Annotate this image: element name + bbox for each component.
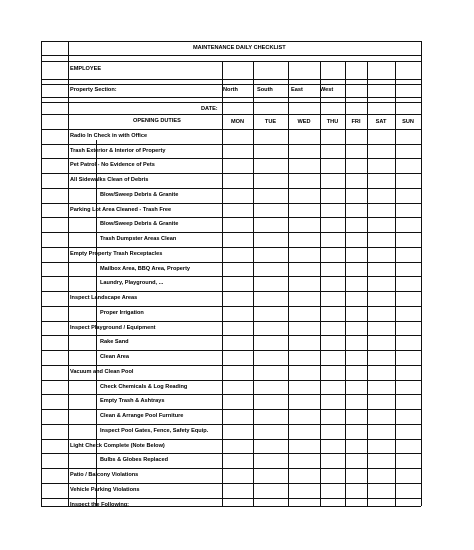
opening-duties-header: OPENING DUTIES <box>133 118 181 124</box>
duty-row-line <box>41 483 421 484</box>
day-column-line <box>367 114 368 506</box>
indent-column-edge <box>96 140 97 506</box>
frame-left-edge <box>41 41 42 506</box>
header-row-line <box>41 84 421 85</box>
day-column-line <box>222 114 223 506</box>
day-column-line <box>395 114 396 506</box>
day-header-thu: THU <box>326 119 339 125</box>
row-number-column-edge <box>68 41 69 506</box>
duty-item: Clean Area <box>100 354 130 360</box>
duty-row-line <box>41 498 421 499</box>
north-label: North <box>223 87 238 93</box>
duty-row-line <box>41 247 421 248</box>
day-column-line <box>253 114 254 506</box>
duty-item: Parking Lot Area Cleaned - Trash Free <box>70 207 172 213</box>
duty-row-line <box>41 173 421 174</box>
duty-row-line <box>41 276 421 277</box>
east-label: East <box>291 87 303 93</box>
employee-label: EMPLOYEE <box>70 66 102 72</box>
duty-item: Proper Irrigation <box>100 310 144 316</box>
day-header-mon: MON <box>230 119 245 125</box>
duty-row-line <box>41 321 421 322</box>
day-header-sat: SAT <box>375 119 387 125</box>
day-column-line <box>288 114 289 506</box>
west-label: West <box>320 87 334 93</box>
duty-row-line <box>41 424 421 425</box>
duty-item: Blow/Sweep Debris & Granite <box>100 192 179 198</box>
duty-item: Empty Property Trash Receptacles <box>70 251 163 257</box>
header-row-line <box>41 97 421 98</box>
duty-row-line <box>41 306 421 307</box>
duty-item: Light Check Complete (Note Below) <box>70 443 165 449</box>
header-column-line <box>345 61 346 114</box>
header-column-line <box>395 61 396 114</box>
duty-row-line <box>41 365 421 366</box>
header-column-line <box>367 61 368 114</box>
duty-item: Bulbs & Globes Replaced <box>100 457 169 463</box>
duty-item: Pet Patrol - No Evidence of Pets <box>70 162 155 168</box>
header-column-line <box>288 61 289 114</box>
duty-row-line <box>41 394 421 395</box>
duty-row-line <box>41 380 421 381</box>
duty-item: Trash Exterior & Interior of Property <box>70 148 166 154</box>
duty-item: Laundry, Playground, ... <box>100 280 164 286</box>
day-column-line <box>320 114 321 506</box>
duty-item: Inspect Playground / Equipment <box>70 325 156 331</box>
header-row-line <box>41 102 421 103</box>
header-row-line <box>41 41 421 42</box>
day-header-tue: TUE <box>264 119 277 125</box>
header-row-line <box>41 79 421 80</box>
duty-item: Vehicle Parking Violations <box>70 487 140 493</box>
duty-item: All Sidewalks Clean of Debris <box>70 177 149 183</box>
duty-row-line <box>41 291 421 292</box>
duty-row-line <box>41 468 421 469</box>
duty-row-line <box>41 158 421 159</box>
duty-row-line <box>41 217 421 218</box>
duty-item: Patio / Balcony Violations <box>70 472 139 478</box>
duty-row-line <box>41 114 421 115</box>
duty-item: Check Chemicals & Log Reading <box>100 384 188 390</box>
duty-item: Clean & Arrange Pool Furniture <box>100 413 184 419</box>
day-column-line <box>345 114 346 506</box>
date-label: DATE: <box>201 106 218 112</box>
duty-row-line <box>41 129 421 130</box>
duty-row-line <box>41 335 421 336</box>
header-row-line <box>41 61 421 62</box>
duty-row-line <box>41 453 421 454</box>
duty-item: Inspect Landscape Areas <box>70 295 138 301</box>
duty-item: Radio In Check in with Office <box>70 133 148 139</box>
day-header-wed: WED <box>297 119 311 125</box>
property-section-label: Property Section: <box>70 87 117 93</box>
duty-item: Mailbox Area, BBQ Area, Property <box>100 266 191 272</box>
duty-row-line <box>41 350 421 351</box>
duty-row-line <box>41 409 421 410</box>
day-header-fri: FRI <box>351 119 361 125</box>
duty-row-line <box>41 232 421 233</box>
duty-item: Vacuum and Clean Pool <box>70 369 134 375</box>
day-header-sun: SUN <box>402 119 414 125</box>
duty-row-line <box>41 144 421 145</box>
header-row-line <box>41 55 421 56</box>
duty-row-line <box>41 439 421 440</box>
duty-item: Trash Dumpster Areas Clean <box>100 236 177 242</box>
duty-row-line <box>41 188 421 189</box>
south-label: South <box>257 87 273 93</box>
header-column-line <box>253 61 254 114</box>
duty-row-line <box>41 262 421 263</box>
duty-item: Rake Sand <box>100 339 129 345</box>
duty-item: Blow/Sweep Debris & Granite <box>100 221 179 227</box>
duty-item: Inspect the Following: <box>70 502 130 508</box>
duty-item: Empty Trash & Ashtrays <box>100 398 165 404</box>
day-column-line <box>421 114 422 506</box>
duty-item: Inspect Pool Gates, Fence, Safety Equip. <box>100 428 209 434</box>
duty-row-line <box>41 203 421 204</box>
checklist-title: MAINTENANCE DAILY CHECKLIST <box>193 45 286 51</box>
